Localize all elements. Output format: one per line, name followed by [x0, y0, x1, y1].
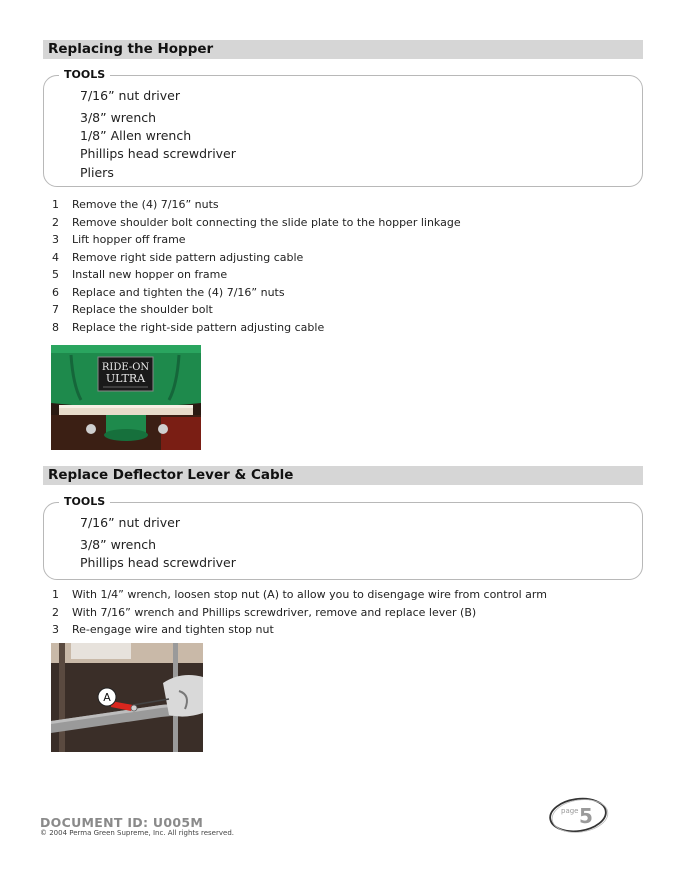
page-word: page: [561, 807, 579, 815]
step-text: Remove right side pattern adjusting cable: [72, 250, 304, 264]
tool-item: Pliers: [80, 165, 114, 180]
tool-item: Phillips head screwdriver: [80, 146, 236, 161]
page-number-badge: [548, 795, 610, 835]
step-text: With 7/16” wrench and Phillips screwdriver, remove and replace lever (B): [72, 605, 477, 619]
tools-box-deflector: [43, 495, 643, 580]
tools-label: TOOLS: [59, 68, 110, 81]
tools-box-hopper: [43, 68, 643, 187]
step-text: Replace the shoulder bolt: [72, 303, 213, 316]
step-number: 1: [52, 198, 59, 211]
section-title-replacing-hopper: Replacing the Hopper: [43, 40, 643, 59]
page-number: 5: [579, 804, 593, 828]
step-text: Remove the (4) 7/16” nuts: [72, 198, 219, 211]
tool-item: 7/16” nut driver: [80, 88, 181, 103]
step-number: 3: [52, 233, 59, 246]
step-number: 2: [52, 605, 59, 619]
step-number: 5: [52, 268, 59, 281]
step-number: 4: [52, 250, 59, 264]
tool-item: 1/8” Allen wrench: [80, 128, 192, 143]
deflector-photo: [51, 643, 203, 752]
document-id: DOCUMENT ID: U005M: [40, 815, 204, 830]
step-text: With 1/4” wrench, loosen stop nut (A) to allow you to disengage wire from control arm: [72, 588, 547, 601]
label-text-ride-on: RIDE-ON: [101, 362, 150, 373]
step-number: 8: [52, 320, 59, 334]
step-text: Replace and tighten the (4) 7/16” nuts: [72, 285, 285, 299]
tool-item: 7/16” nut driver: [80, 515, 181, 530]
step-number: 6: [52, 285, 59, 299]
step-number: 7: [52, 303, 59, 316]
step-text: Install new hopper on frame: [72, 268, 228, 281]
step-text: Re-engage wire and tighten stop nut: [72, 623, 274, 636]
tool-item: 3/8” wrench: [80, 110, 157, 125]
step-text: Remove shoulder bolt connecting the slide plate to the hopper linkage: [72, 215, 461, 229]
section-title-deflector: Replace Deflector Lever & Cable: [43, 466, 643, 485]
step-text: Lift hopper off frame: [72, 233, 186, 246]
hopper-photo: [51, 345, 201, 450]
tool-item: Phillips head screwdriver: [80, 555, 236, 570]
copyright: © 2004 Perma Green Supreme, Inc. All rights reserved.: [40, 829, 234, 837]
step-number: 2: [52, 215, 59, 229]
step-number: 1: [52, 588, 59, 601]
label-text-ultra: ULTRA: [105, 372, 146, 385]
tools-label: TOOLS: [59, 495, 110, 508]
step-text: Replace the right-side pattern adjusting cable: [72, 320, 325, 334]
callout-a: A: [103, 691, 111, 704]
tool-item: 3/8” wrench: [80, 537, 157, 552]
step-number: 3: [52, 623, 59, 636]
